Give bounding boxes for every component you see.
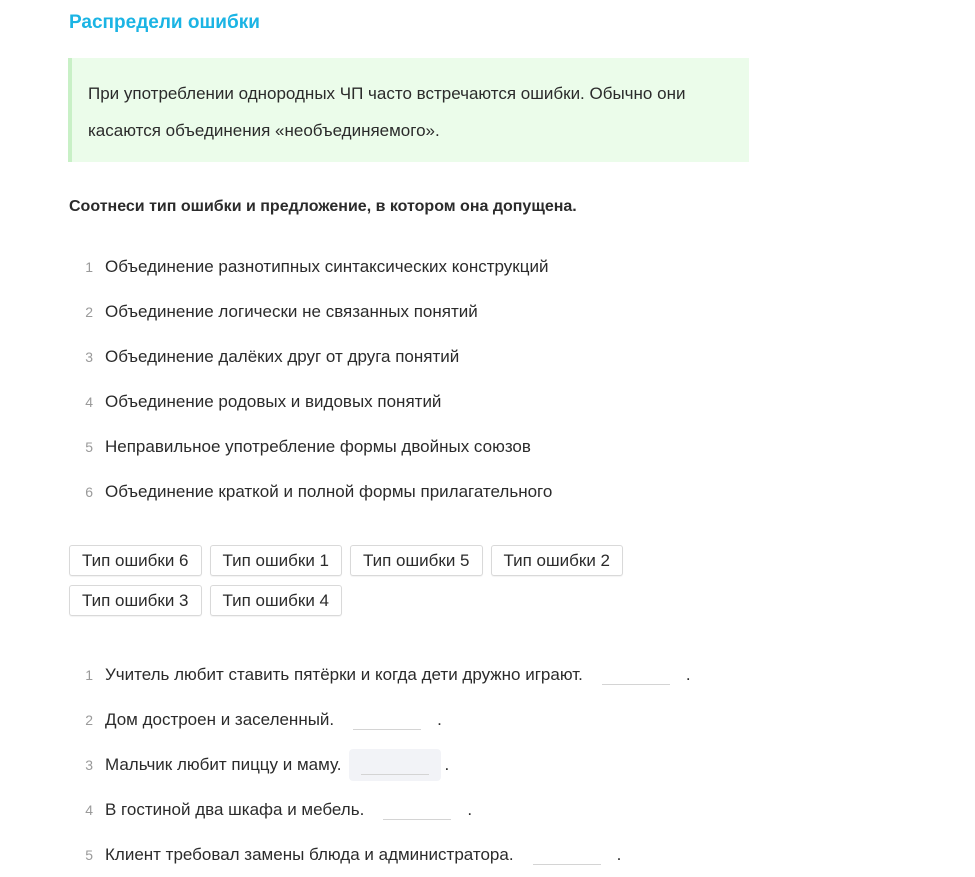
item-number: 1 — [85, 666, 93, 683]
answer-chip[interactable]: Тип ошибки 6 — [69, 545, 202, 576]
page-title: Распредели ошибки — [69, 12, 260, 33]
sentence-period: . — [685, 664, 691, 684]
error-type-label: Объединение родовых и видовых понятий — [105, 391, 442, 411]
error-type-item — [69, 424, 552, 469]
answer-drop-slot[interactable] — [349, 749, 441, 781]
sentence-period: . — [467, 799, 473, 819]
sentence-text: В гостиной два шкафа и мебель. — [105, 799, 365, 819]
item-number: 3 — [85, 348, 93, 365]
error-type-item — [69, 379, 552, 424]
error-type-label: Объединение далёких друг от друга понятий — [105, 346, 460, 366]
sentence-text: Клиент требовал замены блюда и администратора. — [105, 844, 514, 864]
sentence-item — [69, 652, 691, 697]
answer-drop-slot[interactable] — [341, 704, 433, 736]
item-number: 4 — [85, 393, 93, 410]
sentence-item — [69, 832, 691, 877]
item-number: 2 — [85, 303, 93, 320]
sentence-item — [69, 697, 691, 742]
error-type-label: Объединение краткой и полной формы прилагательного — [105, 481, 553, 501]
sentence-period: . — [444, 754, 450, 774]
sentence-period: . — [437, 709, 442, 729]
answer-chip[interactable]: Тип ошибки 2 — [491, 545, 624, 576]
item-number: 3 — [85, 756, 93, 773]
error-types-list — [69, 244, 552, 514]
error-type-item — [69, 334, 552, 379]
item-number: 2 — [85, 711, 93, 728]
sentences-list — [69, 652, 691, 877]
item-number: 5 — [85, 846, 93, 863]
error-type-item — [69, 289, 552, 334]
task-instruction: Соотнеси тип ошибки и предложение, в котором она допущена. — [69, 198, 577, 215]
answer-chip[interactable]: Тип ошибки 4 — [210, 585, 343, 616]
answer-drop-slot[interactable] — [521, 839, 613, 871]
sentence-text: Мальчик любит пиццу и маму. — [105, 754, 342, 774]
info-box — [68, 58, 749, 162]
error-type-item — [69, 469, 552, 514]
answer-chip[interactable]: Тип ошибки 3 — [69, 585, 202, 616]
answer-chip[interactable]: Тип ошибки 5 — [350, 545, 483, 576]
sentence-item — [69, 742, 691, 787]
item-number: 4 — [85, 801, 93, 818]
error-type-label: Объединение логически не связанных понятий — [105, 301, 478, 321]
item-number: 5 — [85, 438, 93, 455]
answer-drop-slot[interactable] — [371, 794, 463, 826]
sentence-period: . — [616, 844, 622, 864]
item-number: 6 — [85, 483, 93, 500]
sentence-item — [69, 787, 691, 832]
error-type-label: Объединение разнотипных синтаксических конструкций — [105, 256, 549, 276]
error-type-label: Неправильное употребление формы двойных союзов — [105, 436, 531, 456]
answer-drop-slot[interactable] — [590, 659, 682, 691]
answer-chips-pool — [69, 545, 669, 616]
sentence-text: Учитель любит ставить пятёрки и когда дети дружно играют. — [105, 664, 583, 684]
info-text: При употреблении однородных ЧП часто встречаются ошибки. Обычно они касаются объединения «необъединяемого». — [88, 84, 686, 140]
sentence-text: Дом достроен и заселенный. — [105, 709, 335, 729]
item-number: 1 — [85, 258, 93, 275]
error-type-item — [69, 244, 552, 289]
answer-chip[interactable]: Тип ошибки 1 — [210, 545, 343, 576]
